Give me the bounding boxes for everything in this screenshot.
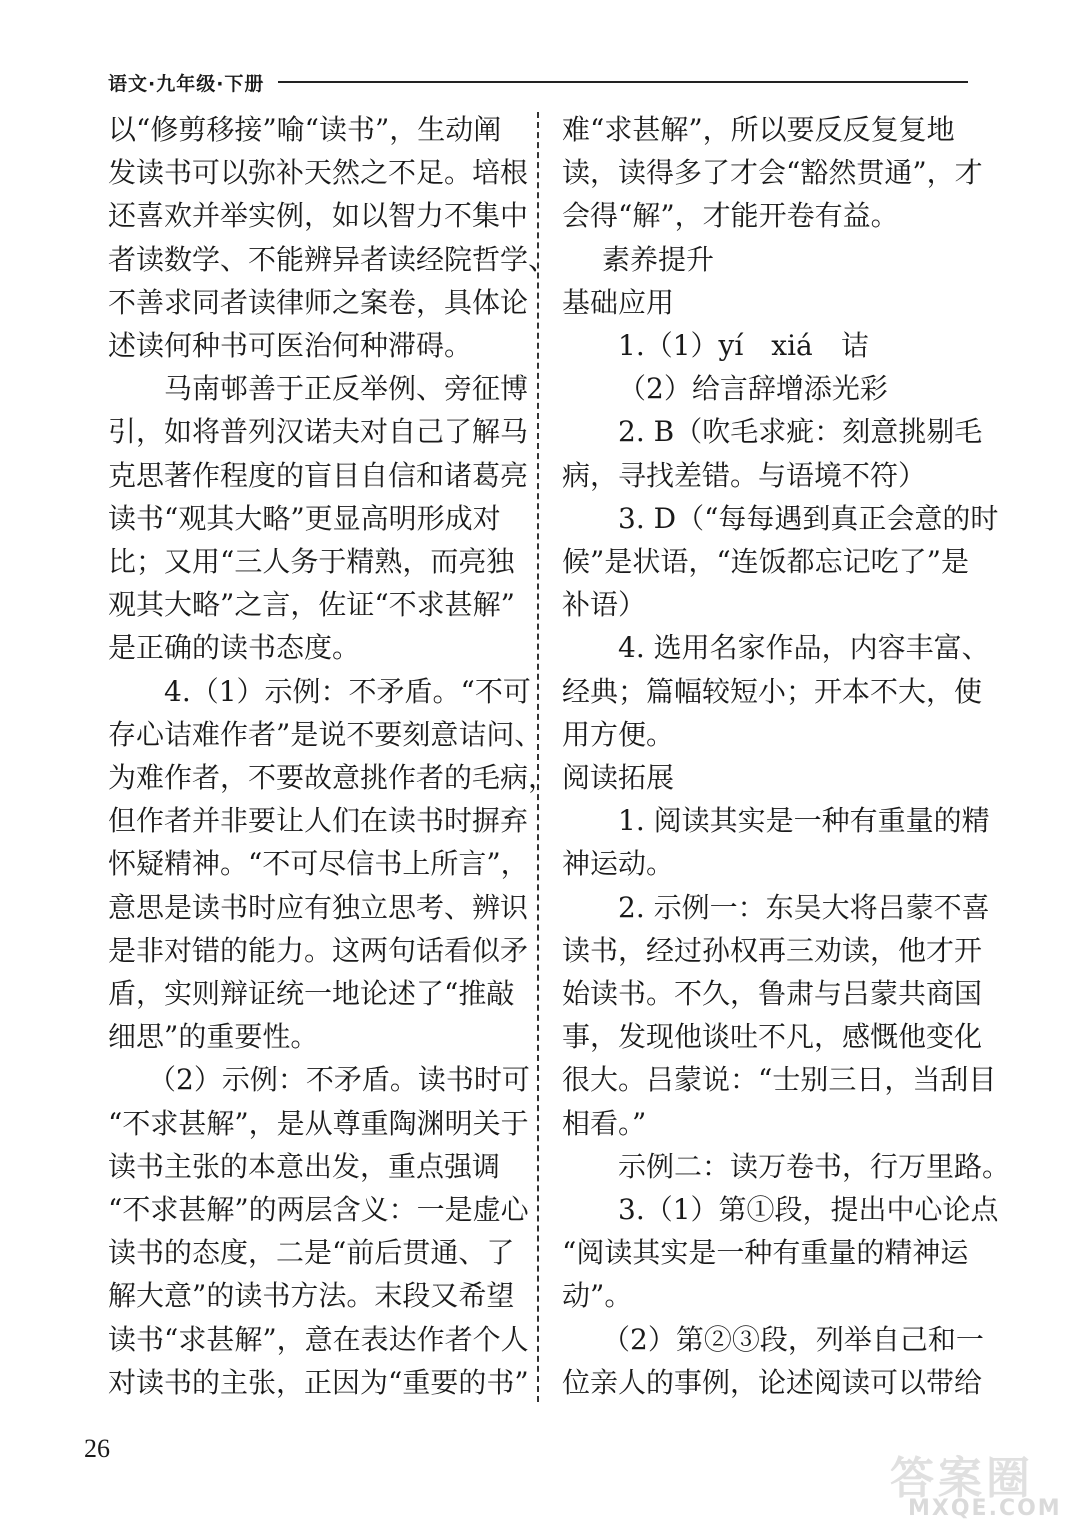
text-line: 2. B（吹毛求疵：刻意挑剔毛 [618,415,983,449]
text-line: 2. 示例一：东吴大将吕蒙不喜 [618,890,990,924]
text-line: “不求甚解”的两层含义：一是虚心 [108,1193,529,1227]
text-line: 始读书。不久，鲁肃与吕蒙共商国 [562,977,983,1011]
right-column [562,108,1011,1404]
text-line: 1. 阅读其实是一种有重量的精 [618,804,990,838]
text-line: 比；又用“三人务于精熟，而亮独 [108,545,515,579]
text-line: 解大意”的读书方法。末段又希望 [108,1279,515,1313]
text-line: 病，寻找差错。与语境不符） [562,458,927,492]
text-line: 很大。吕蒙说：“士别三日，当刮目 [562,1063,997,1097]
text-line: 克思著作程度的盲目自信和诸葛亮 [108,458,529,492]
text-line: 意思是读书时应有独立思考、辨识 [108,890,529,924]
text-line: 用方便。 [562,717,675,751]
text-line: 引，如将普列汉诺夫对自己了解马 [108,415,529,449]
watermark-logo [880,1440,1062,1525]
text-line: 4.（1）示例：不矛盾。“不可 [164,674,531,708]
text-line: 候”是状语，“连饭都忘记吃了”是 [562,545,969,579]
text-line: 3.（1）第①段，提出中心论点 [618,1193,999,1227]
text-line: 补语） [562,588,647,622]
text-line: 者读数学、不能辨异者读经院哲学、 [108,242,557,276]
page-number: 26 [84,1434,110,1463]
text-line: 读，读得多了才会“豁然贯通”，才 [562,156,983,190]
text-line: 以“修剪移接”喻“读书”，生动阐 [108,113,502,146]
text-line: 存心诘难作者”是说不要刻意诘问、 [108,717,543,751]
text-line: 相看。” [562,1106,647,1140]
text-line: 还喜欢并举实例，如以智力不集中 [108,199,529,233]
text-line: 为难作者，不要故意挑作者的毛病， [108,761,557,795]
text-line: 是正确的读书态度。 [108,631,361,665]
text-line: 怀疑精神。“不可尽信书上所言”， [108,847,529,881]
text-line: （2）第②③段，列举自己和一 [602,1322,984,1356]
text-line: 发读书可以弥补天然之不足。培根 [108,156,529,190]
text-line: 会得“解”，才能开卷有益。 [562,199,899,233]
subsection-heading: 阅读拓展 [562,761,675,795]
text-line: 盾，实则辩证统一地论述了“推敲 [108,977,515,1011]
left-column [108,108,557,1404]
text-line: 述读何种书可医治何种滞碍。 [108,329,473,363]
text-line: 不善求同者读律师之案卷，具体论 [108,285,529,319]
text-line: 3. D（“每每遇到真正会意的时 [618,501,999,535]
text-line: 读书，经过孙权再三劝读，他才开 [562,933,983,967]
text-line: 观其大略”之言，佐证“不求甚解” [108,588,515,622]
text-line: 对读书的主张，正因为“重要的书” [108,1365,529,1399]
text-line: 是非对错的能力。这两句话看似矛 [108,933,529,967]
text-line: 读书“观其大略”更显高明形成对 [108,501,501,535]
text-line: 经典；篇幅较短小；开本不大，使 [562,674,983,708]
running-header [108,62,968,102]
text-line: 读书的态度，二是“前后贯通、了 [108,1236,515,1270]
text-line: 难“求甚解”，所以要反反复复地 [562,113,955,146]
column-divider [537,112,539,1402]
watermark-url: MXQE.COM [908,1496,1062,1521]
text-line: 读书主张的本意出发，重点强调 [108,1149,501,1183]
text-line: 示例二：读万卷书，行万里路。 [618,1149,1011,1183]
text-line: 但作者并非要让人们在读书时摒弃 [108,804,529,838]
text-line: 细思”的重要性。 [108,1020,319,1054]
text-line: 动”。 [562,1279,633,1313]
text-line: “不求甚解”，是从尊重陶渊明关于 [108,1106,529,1140]
watermark-text: 答案圈 [890,1453,1034,1504]
section-heading: 素养提升 [602,242,715,276]
text-line: 1.（1）yí xiá 诘 [618,329,869,363]
text-line: 4. 选用名家作品，内容丰富、 [618,631,990,665]
text-line: 神运动。 [562,847,675,881]
text-line: “阅读其实是一种有重量的精神运 [562,1236,969,1270]
subsection-heading: 基础应用 [562,285,675,319]
text-line: （2）示例：不矛盾。读书时可 [148,1063,530,1097]
text-line: 位亲人的事例，论述阅读可以带给 [562,1365,983,1399]
header-title: 语文·九年级·下册 [108,72,265,95]
text-line: 事，发现他谈吐不凡，感慨他变化 [562,1020,983,1054]
text-line: 马南邨善于正反举例、旁征博 [164,372,529,406]
header-rule [278,81,968,83]
text-line: 读书“求甚解”，意在表达作者个人 [108,1322,529,1356]
text-line: （2）给言辞增添光彩 [618,372,888,406]
